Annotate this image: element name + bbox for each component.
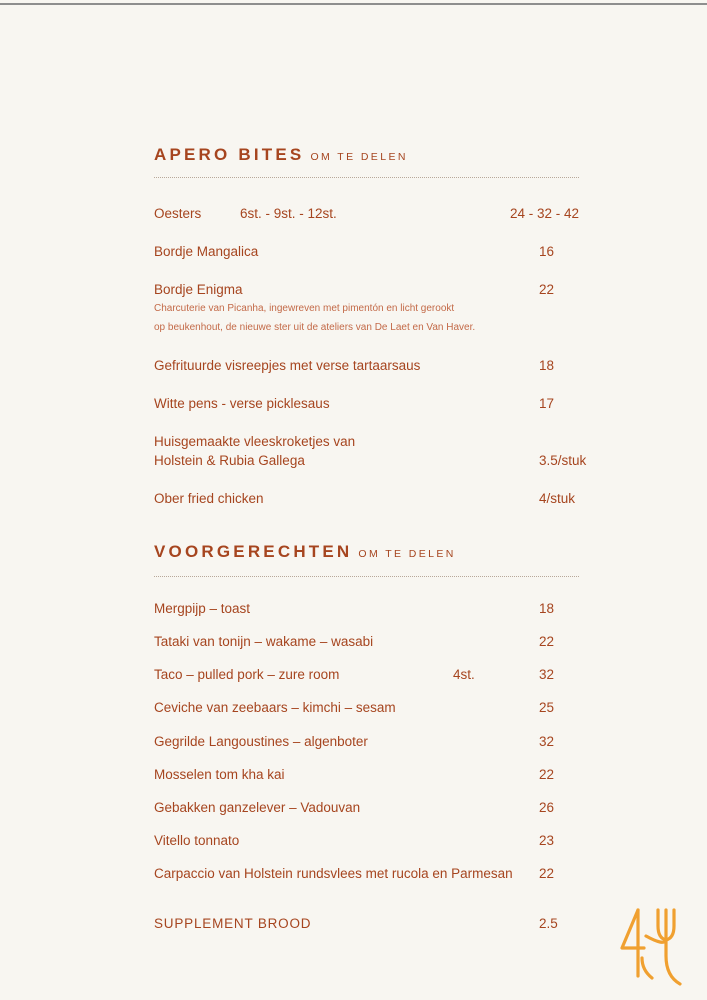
section-heading: VOORGERECHTEN — [154, 542, 353, 561]
menu-item: Gebakken ganzelever – Vadouvan — [154, 800, 361, 815]
menu-item-price: 22 — [539, 282, 555, 297]
menu-item-qty: 6st. - 9st. - 12st. — [240, 206, 337, 221]
menu-item-price: 32 — [539, 734, 555, 749]
menu-item: Mosselen tom kha kai — [154, 767, 285, 782]
menu-item-price: 22 — [539, 634, 555, 649]
menu-item: Oesters — [154, 206, 202, 221]
menu-item-price: 3.5/stuk — [539, 453, 587, 468]
section-subheading: OM TE DELEN — [358, 548, 456, 560]
dotted-divider — [154, 576, 579, 577]
menu-item: Tataki van tonijn – wakame – wasabi — [154, 634, 374, 649]
supplement-price: 2.5 — [539, 916, 558, 931]
menu-item-line2: Holstein & Rubia Gallega — [154, 453, 305, 468]
menu-item-price: 24 - 32 - 42 — [510, 206, 580, 221]
section-title-voorgerechten — [154, 542, 456, 562]
menu-item: Carpaccio van Holstein rundsvlees met rucola en Parmesan — [154, 866, 513, 881]
section-title-apero — [154, 145, 408, 165]
menu-item-price: 22 — [539, 767, 555, 782]
menu-item: Taco – pulled pork – zure room — [154, 667, 340, 682]
top-border — [0, 3, 707, 5]
menu-item: Bordje Mangalica — [154, 244, 259, 259]
menu-item: Witte pens - verse picklesaus — [154, 396, 330, 411]
menu-item-price: 18 — [539, 601, 555, 616]
menu-item: Gegrilde Langoustines – algenboter — [154, 734, 368, 749]
menu-item: Mergpijp – toast — [154, 601, 251, 616]
menu-item: Vitello tonnato — [154, 833, 240, 848]
menu-item-description: op beukenhout, de nieuwe ster uit de ateliers van De Laet en Van Haver. — [154, 322, 476, 333]
section-subheading: OM TE DELEN — [310, 151, 408, 163]
dotted-divider — [154, 177, 579, 178]
section-heading: APERO BITES — [154, 145, 305, 164]
menu-item-price: 32 — [539, 667, 555, 682]
menu-item: Ceviche van zeebaars – kimchi – sesam — [154, 700, 396, 715]
menu-item-price: 16 — [539, 244, 555, 259]
menu-item-price: 23 — [539, 833, 555, 848]
menu-item-price: 26 — [539, 800, 555, 815]
menu-item: Ober fried chicken — [154, 491, 264, 506]
menu-item-price: 17 — [539, 396, 555, 411]
supplement-item: SUPPLEMENT BROOD — [154, 916, 312, 931]
menu-item-price: 18 — [539, 358, 555, 373]
menu-item: Gefrituurde visreepjes met verse tartaarsaus — [154, 358, 421, 373]
menu-item-price: 22 — [539, 866, 555, 881]
menu-item-qty: 4st. — [453, 667, 475, 682]
menu-item: Huisgemaakte vleeskroketjes van — [154, 434, 356, 449]
fork-knife-logo-icon — [618, 906, 692, 990]
menu-item-description: Charcuterie van Picanha, ingewreven met pimentón en licht gerookt — [154, 303, 455, 314]
menu-item-price: 4/stuk — [539, 491, 576, 506]
menu-item: Bordje Enigma — [154, 282, 243, 297]
menu-item-price: 25 — [539, 700, 555, 715]
